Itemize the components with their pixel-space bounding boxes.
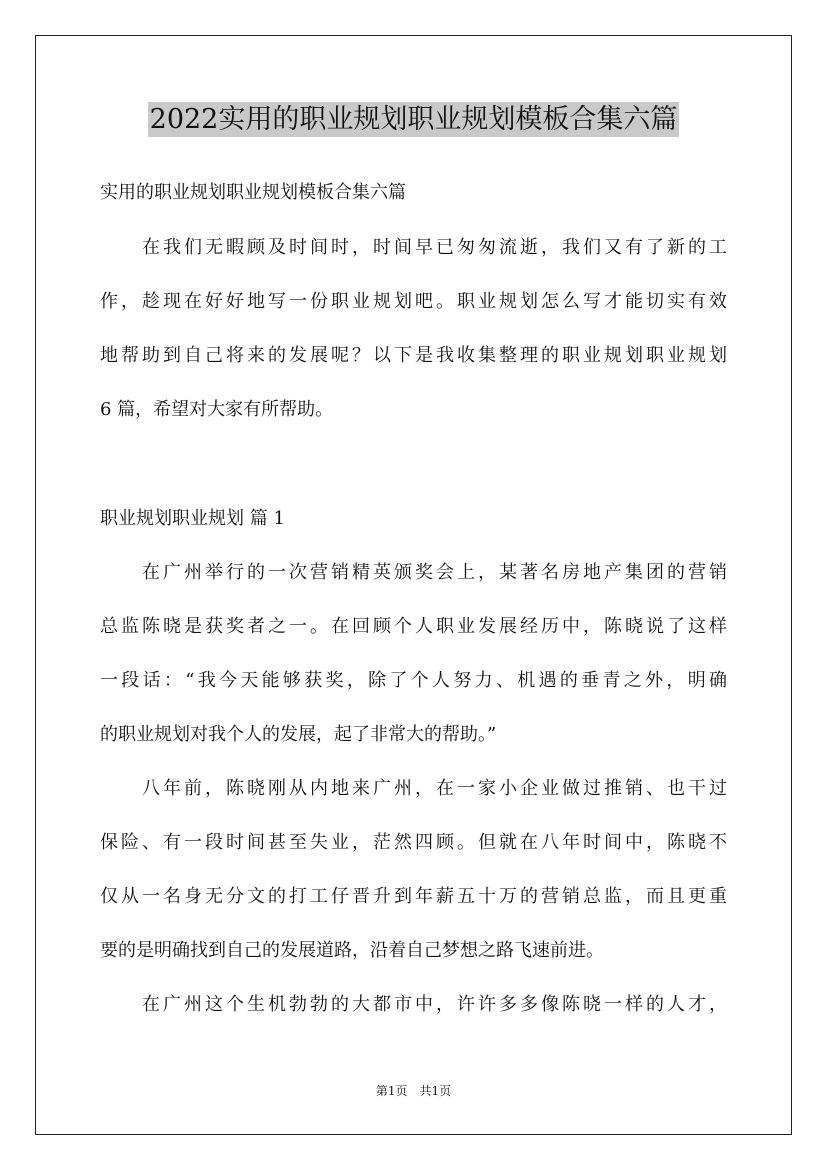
paragraph-line: 保险、有一段时间甚至失业，茫然四顾。但就在八年时间中，陈晓不 (100, 832, 727, 853)
intro-line: 6 篇，希望对大家有所帮助。 (100, 399, 334, 420)
intro-line: 作，趁现在好好地写一份职业规划吧。职业规划怎么写才能切实有效 (100, 291, 727, 312)
intro-line: 在我们无暇顾及时间时，时间早已匆匆流逝，我们又有了新的工 (100, 237, 727, 258)
paragraph-line: 在广州举行的一次营销精英颁奖会上，某著名房地产集团的营销 (100, 562, 727, 583)
document-title-wrapper (0, 100, 827, 140)
paragraph-line: 仅从一名身无分文的打工仔晋升到年薪五十万的营销总监，而且更重 (100, 886, 727, 907)
paragraph-line: 八年前，陈晓刚从内地来广州，在一家小企业做过推销、也干过 (100, 778, 727, 799)
section-heading: 职业规划职业规划 篇 1 (100, 508, 285, 529)
intro-line: 地帮助到自己将来的发展呢？以下是我收集整理的职业规划职业规划 (100, 345, 727, 366)
page-footer: 第1页 共1页 (375, 1084, 452, 1098)
document-subtitle: 实用的职业规划职业规划模板合集六篇 (100, 182, 406, 203)
paragraph-line: 的职业规划对我个人的发展，起了非常大的帮助。” (100, 724, 497, 745)
paragraph-line: 在广州这个生机勃勃的大都市中，许许多多像陈晓一样的人才， (100, 994, 727, 1015)
paragraph-line: 总监陈晓是获奖者之一。在回顾个人职业发展经历中，陈晓说了这样 (100, 616, 727, 637)
document-title: 2022实用的职业规划职业规划模板合集六篇 (149, 104, 678, 135)
paragraph-line: 要的是明确找到自己的发展道路，沿着自己梦想之路飞速前进。 (100, 940, 604, 961)
paragraph-line: 一段话：“我今天能够获奖，除了个人努力、机遇的垂青之外，明确 (100, 670, 727, 691)
